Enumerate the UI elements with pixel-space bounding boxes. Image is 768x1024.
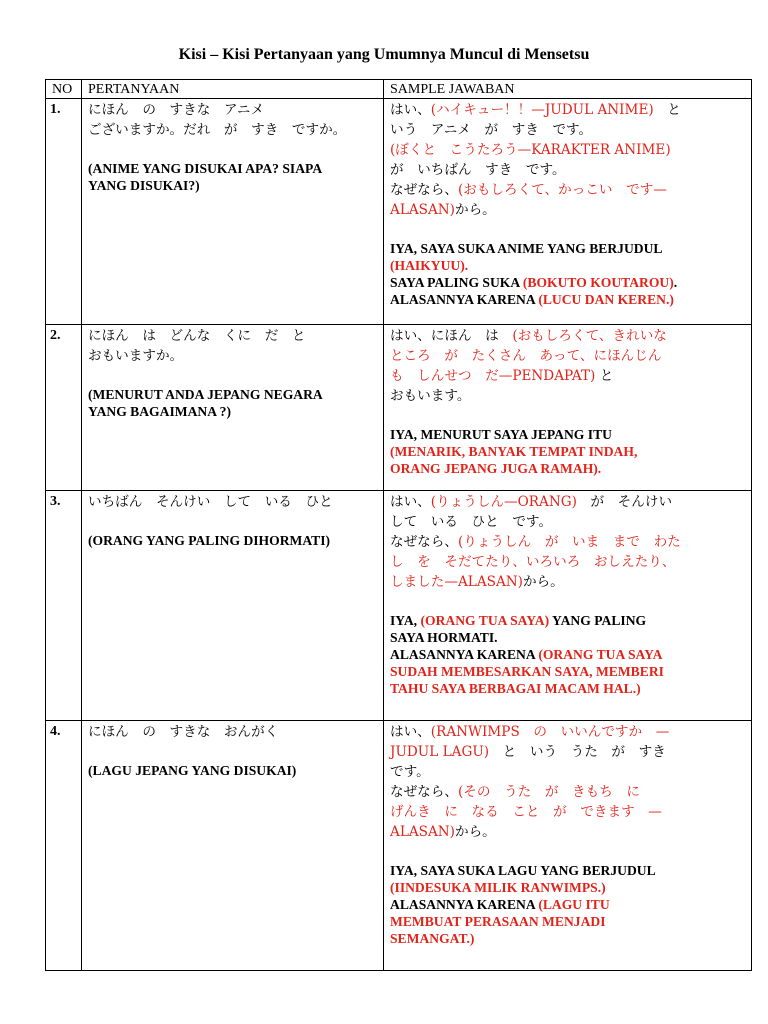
question-indonesian: YANG DISUKAI?) xyxy=(88,178,200,193)
answer-text: いう アニメ が すき です。 xyxy=(390,122,593,138)
answer-highlight: (RANWIMPS の いいんですか — xyxy=(430,724,670,740)
answer-japanese-line xyxy=(390,762,745,782)
table-row xyxy=(46,721,752,971)
answer-cell xyxy=(384,99,752,325)
answer-japanese-line xyxy=(390,552,745,572)
answer-text: と xyxy=(653,102,681,118)
answer-text: なぜなら、 xyxy=(390,784,458,800)
answer-highlight: (MENARIK, BANYAK TEMPAT INDAH, xyxy=(390,444,638,459)
answer-text: なぜなら、 xyxy=(390,182,458,198)
answer-text: が そんけい xyxy=(576,494,673,510)
answer-highlight: (ハイキュー！！—JUDUL ANIME) xyxy=(430,102,654,118)
answer-highlight: しました—ALASAN) xyxy=(390,574,523,590)
answer-text: が いちばん すき です。 xyxy=(390,162,566,178)
answer-indonesian-line xyxy=(390,879,745,896)
question-japanese: にほん の すきな アニメ xyxy=(88,102,265,118)
answer-indonesian-line xyxy=(390,291,745,308)
spacer xyxy=(390,842,745,862)
answer-indonesian-line xyxy=(390,460,745,477)
answer-text: と xyxy=(595,368,614,384)
row-number: 4. xyxy=(46,721,82,971)
question-table xyxy=(45,79,752,971)
answer-highlight: (ぼくと こうたろう—KARAKTER ANIME) xyxy=(390,142,671,158)
table-row xyxy=(46,491,752,721)
answer-highlight: ALASAN) xyxy=(390,824,455,840)
answer-japanese-line xyxy=(390,160,745,180)
answer-indonesian-line xyxy=(390,862,745,879)
answer-highlight: ところ が たくさん あって、にほんじん xyxy=(390,348,662,364)
answer-indonesian-line xyxy=(390,443,745,460)
answer-indonesian-line xyxy=(390,913,745,930)
answer-text: から。 xyxy=(522,574,564,590)
answer-indonesian-line xyxy=(390,426,745,443)
row-number: 2. xyxy=(46,325,82,491)
answer-indonesian-line xyxy=(390,274,745,291)
answer-indonesian-line xyxy=(390,257,745,274)
answer-japanese-line xyxy=(390,386,745,406)
table-row xyxy=(46,325,752,491)
answer-text: おもいます。 xyxy=(390,388,471,404)
answer-japanese-line xyxy=(390,346,745,366)
answer-japanese-line xyxy=(390,366,745,386)
answer-japanese-line xyxy=(390,200,745,220)
question-indonesian: (ANIME YANG DISUKAI APA? SIAPA xyxy=(88,161,323,176)
answer-highlight: (おもしろくて、かっこい です— xyxy=(457,182,667,198)
row-number: 3. xyxy=(46,491,82,721)
header-question: PERTANYAAN xyxy=(82,80,384,99)
question-japanese: にほん の すきな おんがく xyxy=(88,724,279,740)
answer-highlight: SEMANGAT.) xyxy=(390,931,475,946)
answer-text: はい、 xyxy=(390,102,431,118)
question-indonesian: (LAGU JEPANG YANG DISUKAI) xyxy=(88,763,297,778)
header-answer: SAMPLE JAWABAN xyxy=(384,80,752,99)
answer-text: はい、 xyxy=(390,494,431,510)
question-cell xyxy=(82,325,384,491)
answer-cell xyxy=(384,721,752,971)
answer-japanese-line xyxy=(390,802,745,822)
answer-text: はい、 xyxy=(390,724,431,740)
question-indonesian: (ORANG YANG PALING DIHORMATI) xyxy=(88,533,331,548)
spacer xyxy=(390,406,745,426)
answer-highlight: ORANG JEPANG JUGA RAMAH). xyxy=(390,461,602,476)
answer-text: SAYA HORMATI. xyxy=(390,630,498,645)
answer-highlight: (BOKUTO KOUTAROU) xyxy=(522,275,674,290)
answer-japanese-line xyxy=(390,722,745,742)
answer-highlight: げんき に なる こと が できます — xyxy=(390,804,662,820)
answer-text: から。 xyxy=(455,202,496,218)
answer-cell xyxy=(384,325,752,491)
answer-indonesian-line xyxy=(390,680,745,697)
answer-text: ALASANNYA KARENA xyxy=(390,647,539,662)
row-number: 1. xyxy=(46,99,82,325)
answer-highlight: (りょうしん—ORANG) xyxy=(430,494,577,510)
question-japanese: ございますか。だれ が すき ですか。 xyxy=(88,122,347,138)
answer-highlight: ALASAN) xyxy=(390,202,455,218)
answer-highlight: (りょうしん が いま まで わた xyxy=(457,534,681,550)
answer-text: と いう うた が すき xyxy=(489,744,666,760)
answer-text: はい、にほん は xyxy=(390,328,513,344)
spacer xyxy=(390,220,745,240)
answer-indonesian-line xyxy=(390,896,745,913)
spacer xyxy=(88,742,377,762)
answer-highlight: TAHU SAYA BERBAGAI MACAM HAL.) xyxy=(390,681,641,696)
answer-text: IYA, xyxy=(390,613,421,628)
spacer xyxy=(88,366,377,386)
answer-cell xyxy=(384,491,752,721)
question-indonesian: YANG BAGAIMANA ?) xyxy=(88,404,231,419)
question-cell xyxy=(82,721,384,971)
answer-indonesian-line xyxy=(390,930,745,947)
document-title: Kisi – Kisi Pertanyaan yang Umumnya Muncul di Mensetsu xyxy=(178,46,590,63)
answer-highlight: (HAIKYUU). xyxy=(390,258,469,273)
answer-highlight: し を そだてたり、いろいろ おしえたり、 xyxy=(390,554,676,570)
answer-text: です。 xyxy=(390,764,430,780)
answer-highlight: JUDUL LAGU) xyxy=(390,744,490,760)
question-japanese: いちばん そんけい して いる ひと xyxy=(88,494,333,510)
answer-japanese-line xyxy=(390,782,745,802)
answer-highlight: も しんせつ だ—PENDAPAT) xyxy=(390,368,596,384)
answer-highlight: (LUCU DAN KEREN.) xyxy=(538,292,674,307)
answer-text: SAYA PALING SUKA xyxy=(390,275,523,290)
answer-indonesian-line xyxy=(390,612,745,629)
answer-highlight: SUDAH MEMBESARKAN SAYA, MEMBERI xyxy=(390,664,664,679)
answer-japanese-line xyxy=(390,822,745,842)
answer-indonesian-line xyxy=(390,646,745,663)
answer-japanese-line xyxy=(390,572,745,592)
answer-text: IYA, SAYA SUKA ANIME YANG BERJUDUL xyxy=(390,241,663,256)
question-japanese: おもいますか。 xyxy=(88,348,184,364)
answer-japanese-line xyxy=(390,492,745,512)
answer-japanese-line xyxy=(390,326,745,346)
answer-text: なぜなら、 xyxy=(390,534,458,550)
answer-indonesian-line xyxy=(390,240,745,257)
question-cell xyxy=(82,99,384,325)
answer-indonesian-line xyxy=(390,629,745,646)
answer-indonesian-line xyxy=(390,663,745,680)
answer-japanese-line xyxy=(390,742,745,762)
answer-highlight: (ORANG TUA SAYA) xyxy=(420,613,550,628)
answer-highlight: (LAGU ITU xyxy=(538,897,610,912)
question-indonesian: (MENURUT ANDA JEPANG NEGARA xyxy=(88,387,323,402)
spacer xyxy=(88,512,377,532)
answer-highlight: MEMBUAT PERASAAN MENJADI xyxy=(390,914,606,929)
question-japanese: にほん は どんな くに だ と xyxy=(88,328,306,344)
answer-highlight: (その うた が きもち に xyxy=(457,784,640,800)
answer-text: して いる ひと です。 xyxy=(390,514,553,530)
table-row xyxy=(46,99,752,325)
answer-japanese-line xyxy=(390,100,745,120)
answer-japanese-line xyxy=(390,120,745,140)
table-body xyxy=(46,99,752,971)
answer-japanese-line xyxy=(390,180,745,200)
answer-highlight: (ORANG TUA SAYA xyxy=(538,647,663,662)
answer-text: IYA, MENURUT SAYA JEPANG ITU xyxy=(390,427,612,442)
answer-text: ALASANNYA KARENA xyxy=(390,897,539,912)
spacer xyxy=(88,140,377,160)
answer-text: YANG PALING xyxy=(549,613,647,628)
question-cell xyxy=(82,491,384,721)
answer-japanese-line xyxy=(390,532,745,552)
header-no: NO xyxy=(46,80,82,99)
answer-highlight: (おもしろくて、きれいな xyxy=(512,328,667,344)
answer-text: ALASANNYA KARENA xyxy=(390,292,539,307)
answer-text: から。 xyxy=(455,824,496,840)
table-header-row xyxy=(46,80,752,99)
answer-japanese-line xyxy=(390,512,745,532)
answer-japanese-line xyxy=(390,140,745,160)
answer-text: IYA, SAYA SUKA LAGU YANG BERJUDUL xyxy=(390,863,656,878)
answer-text: . xyxy=(673,275,678,290)
answer-highlight: (IINDESUKA MILIK RANWIMPS.) xyxy=(390,880,606,895)
spacer xyxy=(390,592,745,612)
